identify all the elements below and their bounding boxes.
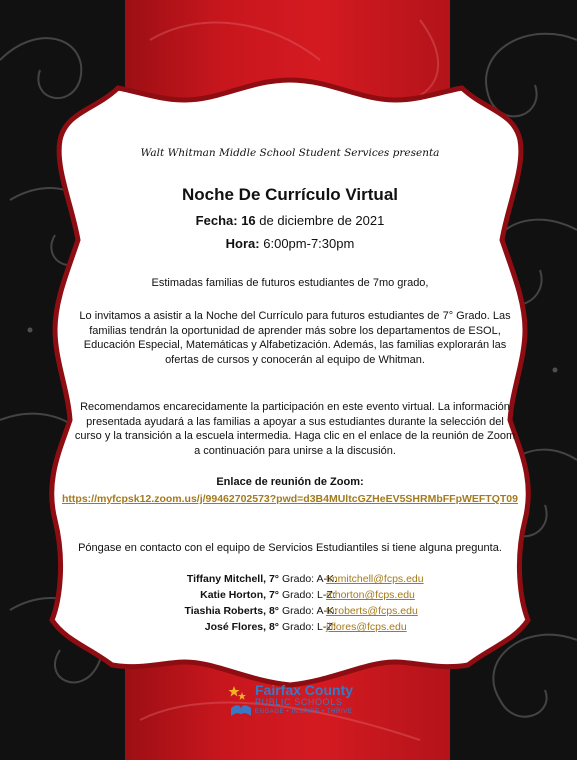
staff-name: Tiffany Mitchell, 7° [186,573,279,585]
intro-line: Walt Whitman Middle School Student Services presenta [140,147,440,159]
zoom-link-label: Enlace de reunión de Zoom: [216,476,364,488]
staff-grade: Grado: L-Z: [282,589,336,601]
date-label: Fecha: [195,213,238,228]
staff-grade: Grado: A-K: [282,573,337,585]
event-date [60,213,520,228]
contact-text: Póngase en contacto con el equipo de Servicios Estudiantiles si tiene alguna pregunta. [78,542,502,554]
time-label: Hora: [225,236,260,251]
event-title: Noche De Currículo Virtual [181,185,398,204]
staff-email-link[interactable]: mhorton@fcps.edu [326,589,415,601]
staff-name: José Flores, 8° [204,621,279,633]
staff-grade: Grado: L-Z: [282,621,336,633]
staff-grade: Grado: A-K: [282,605,337,617]
zoom-link[interactable]: https://myfcpsk12.zoom.us/j/99462702573?pwd=d3B4MUltcGZHeEV5SHRMbFFpWEFTQT09 [62,493,518,505]
staff-row [0,589,577,603]
fcps-logo-icon [228,684,254,720]
date-day: 16 [241,213,256,228]
staff-email-link[interactable]: jlflores@fcps.edu [326,621,407,633]
staff-email-link[interactable]: tmmitchell@fcps.edu [326,573,424,585]
fcps-logo [228,682,378,722]
staff-name: Katie Horton, 7° [200,589,279,601]
greeting: Estimadas familias de futuros estudiantes de 7mo grado, [151,277,429,289]
staff-name: Tiashia Roberts, 8° [184,605,279,617]
event-time [60,236,520,251]
logo-line-2: PUBLIC SCHOOLS [255,697,343,707]
recommendation-paragraph: Recomendamos encarecidamente la participación en este evento virtual. La información presentada ayudará a las familias a apoyar a sus estudiantes durante la selección del curso y la transición a la escuela intermedia. Haga clic en el enlace de la reunión de Zoom a continuación para unirse a la discusión. [74,401,516,457]
staff-row [0,621,577,635]
staff-email-link[interactable]: tnroberts@fcps.edu [326,605,418,617]
staff-row [0,605,577,619]
date-rest: de diciembre de 2021 [259,213,385,228]
logo-line-1: Fairfax County [255,682,354,698]
logo-line-3: ENGAGE • INSPIRE • THRIVE [255,709,353,715]
time-value: 6:00pm-7:30pm [263,236,355,251]
staff-row [0,573,577,587]
invitation-paragraph: Lo invitamos a asistir a la Noche del Currículo para futuros estudiantes de 7° Grado. Las familias tendrán la oportunidad de aprender más sobre los departamentos de ESOL, Educación Especial, Matemáticas y Alfabetización. Además, las familias explorarán las ofertas de cursos y conocerán al equipo de Whitman. [79,310,511,366]
